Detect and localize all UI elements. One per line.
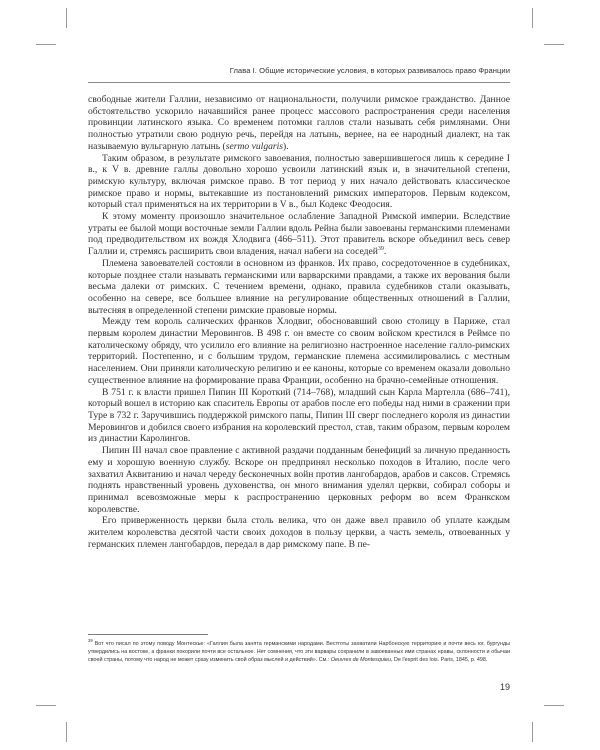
text-run: Его приверженность церкви была столь велика, что он даже ввел правило об уплате каждым жителем королевства десятой части своих доходов в пользу церкви, а часть земель, отвоеванных у германских племен лангобардов, передал в дар римскому папе. В пе-: [88, 515, 510, 550]
footnote-rule: [88, 634, 208, 635]
text-run: .: [383, 246, 387, 258]
text-run: Вот что писал по этому поводу Монтескье: «Галлия была занята германскими народами. Вестготы захватили Нарбонскую территорию и почти весь юг, бургунды утвердились на востоке, а франки покорили почти все остальное. Нет сомнения, что эти варвары сохранили в завоеванных ими странах нравы, склонности и обычаи своей страны, потому что народ не может сразу изменить свой образ мыслей и действий». Cм.:: [88, 641, 510, 663]
paragraph: [88, 515, 510, 550]
text-run: К этому моменту произошло значительное ослабление Западной Римской империи. Вследствие утраты ее былой мощи восточные земли Галлии вдоль Рейна были завоеваны германскими племенами под предводительством их вождя Хлодвига (466–511). Этот правитель вскоре объединил весь север Галлии и, стремясь расширить свои владения, начал набеги на соседей: [88, 211, 510, 258]
paragraph: [88, 258, 510, 317]
header-rule: [88, 82, 510, 83]
crop-mark: [532, 722, 533, 742]
page-number: 19: [499, 682, 510, 692]
crop-mark: [544, 705, 564, 706]
paragraph: [88, 387, 510, 446]
text-run: ).: [283, 140, 289, 152]
text-run: Пипин III начал свое правление с активной раздачи подданным бенефиций за личную преданность ему и хорошую военную службу. Вскоре он предпринял несколько походов в Италию, после чего захватил Аквитанию и начал череду бесконечных войн против лангобардов, арабов и саксов. Стремясь поднять нравственный уровень духовенства, он много внимания уделял церкви, собирал соборы и принимал всевозможные меры к распространению церковных реформ во всем Франкском королевстве.: [88, 445, 510, 515]
paragraph: [88, 445, 510, 515]
crop-mark: [66, 8, 67, 28]
paragraph: [88, 211, 510, 258]
text-run: свободные жители Галлии, независимо от национальности, получили римское гражданство. Данное обстоятельство ускорило начавшийся ранее процесс массового распространения среди населения провинции латинского языка. Со временем потомки галлов стали называть себя римлянами. Они полностью утратили свою родную речь, перейдя на латынь, вернее, на ее народный диалект, на так называемую вульгарную латынь (: [88, 94, 510, 152]
crop-mark: [532, 8, 533, 28]
crop-mark: [544, 44, 564, 45]
paragraph: [88, 316, 510, 386]
italic-text: Oeuvres de Montesquieu: [330, 657, 392, 663]
crop-mark: [66, 722, 67, 742]
text-run: , De l'esprit des lois. Paris, 1845, p. 498.: [391, 657, 488, 663]
text-run: Племена завоевателей состояли в основном из франков. Их право, сосредоточенное в судебниках, которые позднее стали называть германскими или варварскими правдами, а также их верования были весьма далеки от римских. С течением времени, однако, правила судебников стали оказывать, особенно на севере, все большее влияние на регулирование общественных отношений в Галлии, вытесняя в определенной степени римские правовые нормы.: [88, 257, 510, 316]
footnote: [88, 640, 510, 664]
text-run: Таким образом, в результате римского завоевания, полностью завершившегося лишь к середине I в., к V в. древние галлы довольно хорошо усвоили латинский язык и, в значительной степени, римскую культуру, включая римское право. В тот период у них начало действовать классическое римское право и нормы, вытекавшие из постановлений римских императоров. Первым кодексом, который стал применяться на их территории в V в., был Кодекс Феодосия.: [88, 152, 510, 211]
text-run: Между тем король салических франков Хлодвиг, обосновавший свою столицу в Париже, стал первым королем династии Меровингов. В 498 г. он вместе со своим войском крестился в Реймсе по католическому обряду, что усилило его влияние на религиозно настроенное население галло-римских территорий. Постепенно, и с большим трудом, германские племена ассимилировались с местным населением. Они приняли католическую религию и ее каноны, которые со временем оказали довольно существенное влияние на формирование права Франции, особенно на брачно-семейные отношения.: [88, 316, 510, 386]
body-text: [88, 94, 510, 550]
crop-mark: [36, 705, 56, 706]
italic-text: sermo vulgaris: [225, 140, 284, 152]
running-head: Глава I. Общие исторические условия, в которых развивалось право Франции: [229, 66, 510, 75]
footnote-ref: 39: [377, 245, 384, 252]
paragraph: [88, 94, 510, 153]
crop-mark: [36, 44, 56, 45]
paragraph: [88, 153, 510, 212]
footnote-number: 39: [88, 638, 93, 644]
footnote-text: [88, 641, 510, 663]
text-run: В 751 г. к власти пришел Пипин III Короткий (714–768), младший сын Карла Мартелла (686–741), который вошел в историю как спаситель Европы от арабов после его победы над ними в сражении при Туре в 732 г. Заручившись поддержкой римского папы, Пипин III сверг последнего короля из династии Меровингов и добился своего избрания на королевский престол, став, таким образом, первым королем из династии Каролингов.: [88, 386, 510, 445]
